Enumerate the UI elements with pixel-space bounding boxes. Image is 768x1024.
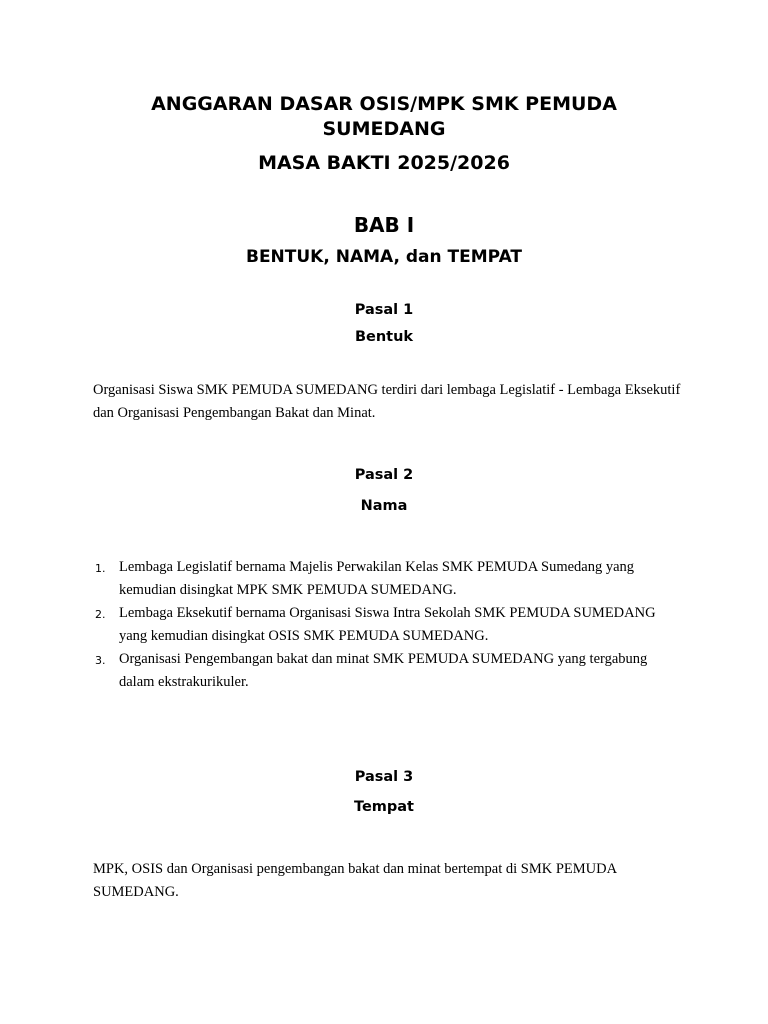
pasal-3-heading: Tempat (353, 799, 414, 815)
list-item-number: 2. (95, 608, 106, 621)
pasal-1-label: Pasal 1 (354, 302, 414, 318)
list-item (93, 602, 683, 648)
pasal-1-text: Organisasi Siswa SMK PEMUDA SUMEDANG terdiri dari lembaga Legislatif - Lembaga Eksekutif dan Organisasi Pengembangan Bakat dan Minat. (93, 382, 681, 421)
chapter-number: BAB I (353, 213, 415, 237)
pasal-3-label: Pasal 3 (354, 769, 414, 785)
list-item (93, 556, 683, 602)
pasal-2-heading: Nama (360, 498, 408, 514)
list-item-number: 1. (95, 562, 106, 575)
pasal-3-text: MPK, OSIS dan Organisasi pengembangan bakat dan minat bertempat di SMK PEMUDA SUMEDANG. (93, 861, 617, 900)
pasal-2-list (93, 556, 683, 694)
list-item-text: Lembaga Eksekutif bernama Organisasi Siswa Intra Sekolah SMK PEMUDA SUMEDANG yang kemudian disingkat OSIS SMK PEMUDA SUMEDANG. (119, 605, 656, 644)
list-item (93, 648, 683, 694)
pasal-1-heading: Bentuk (354, 329, 414, 345)
list-item-text: Lembaga Legislatif bernama Majelis Perwakilan Kelas SMK PEMUDA Sumedang yang kemudian disingkat MPK SMK PEMUDA SUMEDANG. (119, 559, 635, 598)
chapter-title: BENTUK, NAMA, dan TEMPAT (245, 247, 523, 267)
document-subtitle: MASA BAKTI 2025/2026 (258, 152, 510, 174)
document-title: ANGGARAN DASAR OSIS/MPK SMK PEMUDA SUMEDANG (151, 93, 617, 140)
list-item-number: 3. (95, 654, 106, 667)
pasal-2-label: Pasal 2 (354, 467, 414, 483)
list-item-text: Organisasi Pengembangan bakat dan minat SMK PEMUDA SUMEDANG yang tergabung dalam ekstrakurikuler. (119, 651, 648, 690)
